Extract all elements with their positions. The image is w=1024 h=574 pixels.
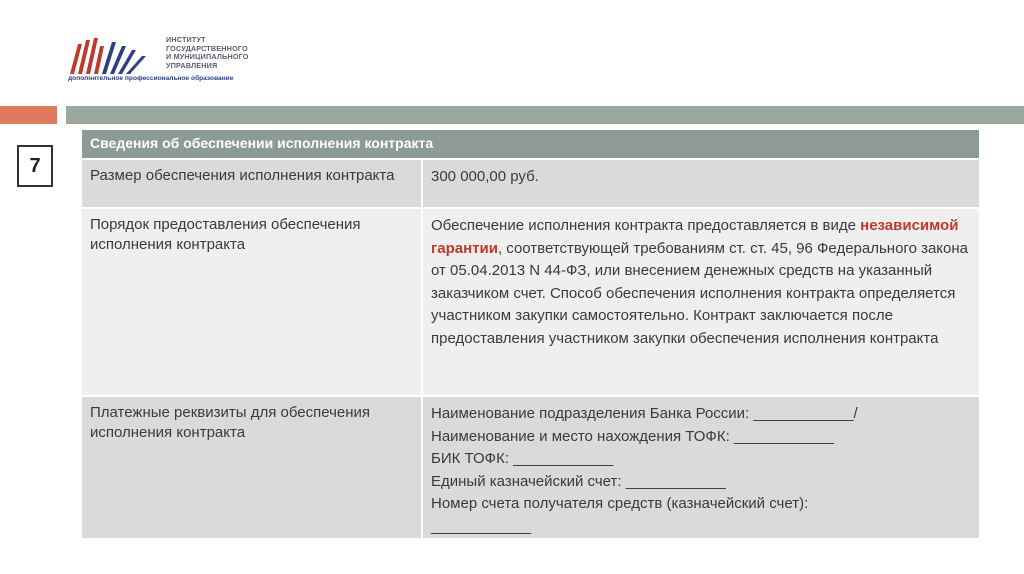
highlighted-guarantee: независимой гарантии — [431, 217, 959, 257]
row-label: Порядок предоставления обеспечения исполнения контракта — [82, 209, 423, 395]
institute-logo — [68, 30, 308, 90]
table-row — [82, 209, 979, 397]
book-stripes-icon — [68, 36, 158, 76]
requisite-line: ____________ — [431, 517, 532, 535]
row-label: Платежные реквизиты для обеспечения исполнения контракта — [82, 397, 423, 538]
header-bar — [66, 106, 1024, 124]
contract-security-table — [82, 130, 979, 540]
table-row — [82, 160, 979, 209]
value-text-start: Обеспечение исполнения контракта предоставляется в виде — [431, 217, 861, 234]
requisite-line: Единый казначейский счет: ____________ — [431, 472, 726, 490]
slide-number: 7 — [17, 145, 53, 187]
requisite-line: Наименование и место нахождения ТОФК: ____________ — [431, 427, 835, 445]
accent-bar — [0, 106, 57, 124]
row-label: Размер обеспечения исполнения контракта — [82, 160, 423, 207]
row-value — [423, 209, 979, 395]
value-text-end: , соответствующей требованиям ст. ст. 45, 96 Федерального закона от 05.04.2013 N 44-ФЗ, или внесением денежных средств на указанный заказчиком счет. Способ обеспечения исполнения контракта определяется участником закупки самостоятельно. Контракт заключается после предоставления участником закупки обеспечения исполнения контракта — [431, 239, 968, 347]
table-title: Сведения об обеспечении исполнения контракта — [82, 130, 979, 160]
requisite-line: Наименование подразделения Банка России: ____________/ — [431, 405, 858, 422]
logo-text: ИНСТИТУТ ГОСУДАРСТВЕННОГО И МУНИЦИПАЛЬНОГО УПРАВЛЕНИЯ — [166, 35, 249, 70]
row-value: 300 000,00 руб. — [431, 168, 539, 185]
requisite-line: БИК ТОФК: ____________ — [431, 450, 614, 467]
table-row — [82, 397, 979, 540]
requisite-line: Номер счета получателя средств (казначейский счет): — [431, 495, 809, 512]
logo-tagline: дополнительное профессиональное образование — [68, 75, 234, 82]
row-value — [423, 397, 979, 538]
